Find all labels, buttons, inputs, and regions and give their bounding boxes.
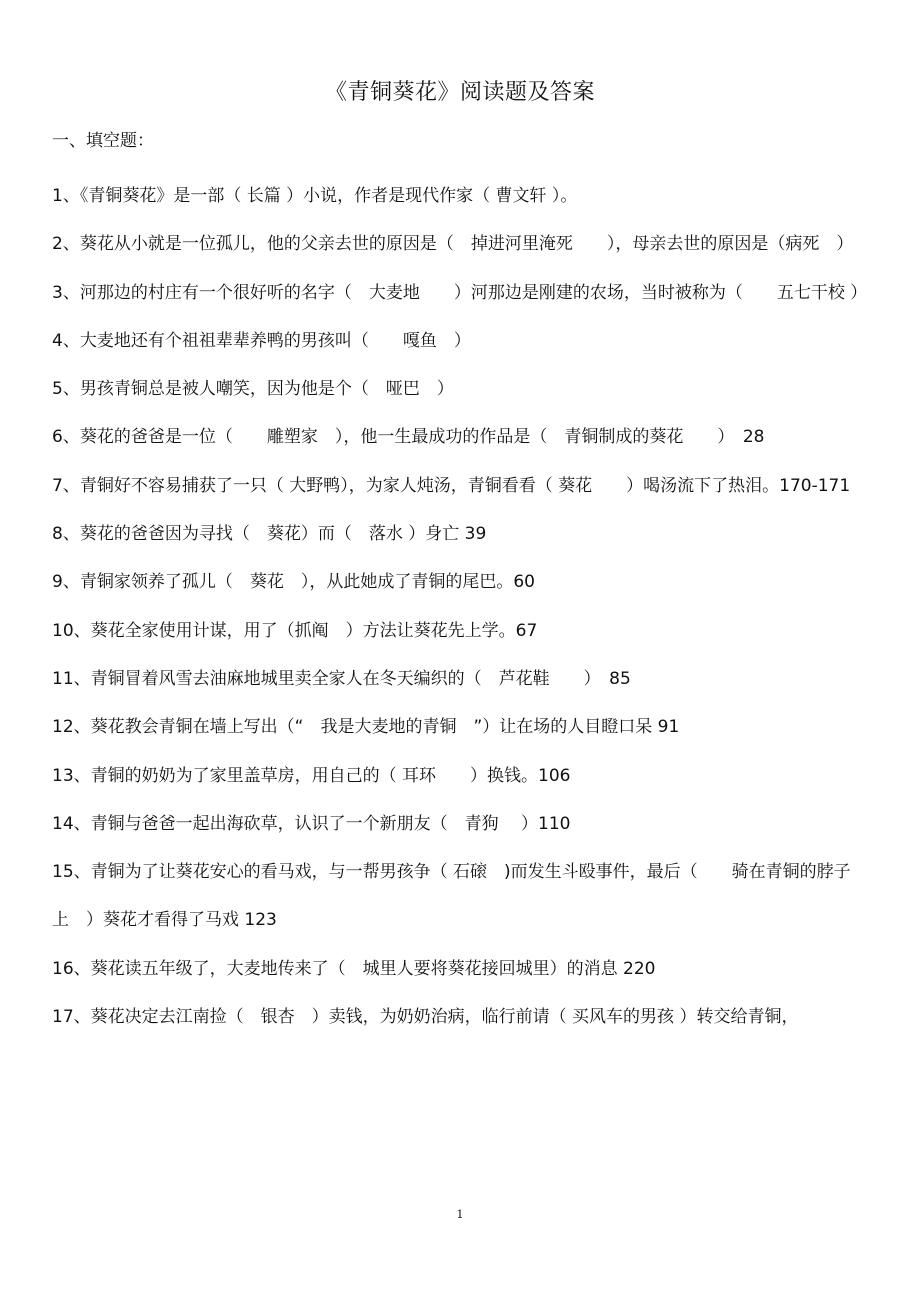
question-item: 16、葵花读五年级了，大麦地传来了（ 城里人要将葵花接回城里）的消息 220 <box>52 958 656 979</box>
question-item: 6、葵花的爸爸是一位（ 雕塑家 ），他一生最成功的作品是（ 青铜制成的葵花 ） 28 <box>52 427 765 448</box>
question-item: 12、葵花教会青铜在墙上写出（“ 我是大麦地的青铜 ”）让在场的人目瞪口呆 91 <box>52 717 680 738</box>
question-item: 13、青铜的奶奶为了家里盖草房，用自己的（ 耳环 ）换钱。106 <box>52 765 571 786</box>
question-item: 3、河那边的村庄有一个很好听的名字（ 大麦地 ）河那边是刚建的农场，当时被称为（ 五七干校 ） <box>52 282 868 303</box>
question-item: 2、葵花从小就是一位孤儿，他的父亲去世的原因是（ 掉进河里淹死 ），母亲去世的原因是（病死 ） <box>52 234 854 255</box>
section-heading: 一、填空题： <box>52 131 154 151</box>
page-number: 1 <box>456 1208 464 1221</box>
question-item: 8、葵花的爸爸因为寻找（ 葵花）而（ 落水 ）身亡 39 <box>52 524 487 545</box>
question-item: 11、青铜冒着风雪去油麻地城里卖全家人在冬天编织的（ 芦花鞋 ） 85 <box>52 668 631 689</box>
question-item: 4、大麦地还有个祖祖辈辈养鸭的男孩叫（ 嘎鱼 ） <box>52 330 471 351</box>
question-item: 9、青铜家领养了孤儿（ 葵花 ），从此她成了青铜的尾巴。60 <box>52 572 535 593</box>
question-item: 5、男孩青铜总是被人嘲笑，因为他是个（ 哑巴 ） <box>52 379 454 400</box>
question-list <box>52 172 874 1041</box>
question-item: 1、《青铜葵花》是一部（ 长篇 ）小说，作者是现代作家（ 曹文轩 ）。 <box>52 186 578 206</box>
document-title: 《青铜葵花》阅读题及答案 <box>324 80 595 105</box>
question-item: 7、青铜好不容易捕获了一只（ 大野鸭），为家人炖汤，青铜看看（ 葵花 ）喝汤流下了热泪。170-171 <box>52 475 851 496</box>
question-item: 17、葵花决定去江南捡（ 银杏 ）卖钱，为奶奶治病，临行前请（ 买风车的男孩 ）转交给青铜， <box>52 1007 799 1028</box>
question-item: 10、葵花全家使用计谋，用了（抓阄 ）方法让葵花先上学。67 <box>52 620 538 641</box>
question-item: 15、青铜为了让葵花安心的看马戏，与一帮男孩争（ 石磙 )而发生斗殴事件，最后（ 骑在青铜的脖子上 ）葵花才看得了马戏 123 <box>52 862 851 931</box>
question-item: 14、青铜与爸爸一起出海砍草，认识了一个新朋友（ 青狗 ）110 <box>52 813 571 834</box>
